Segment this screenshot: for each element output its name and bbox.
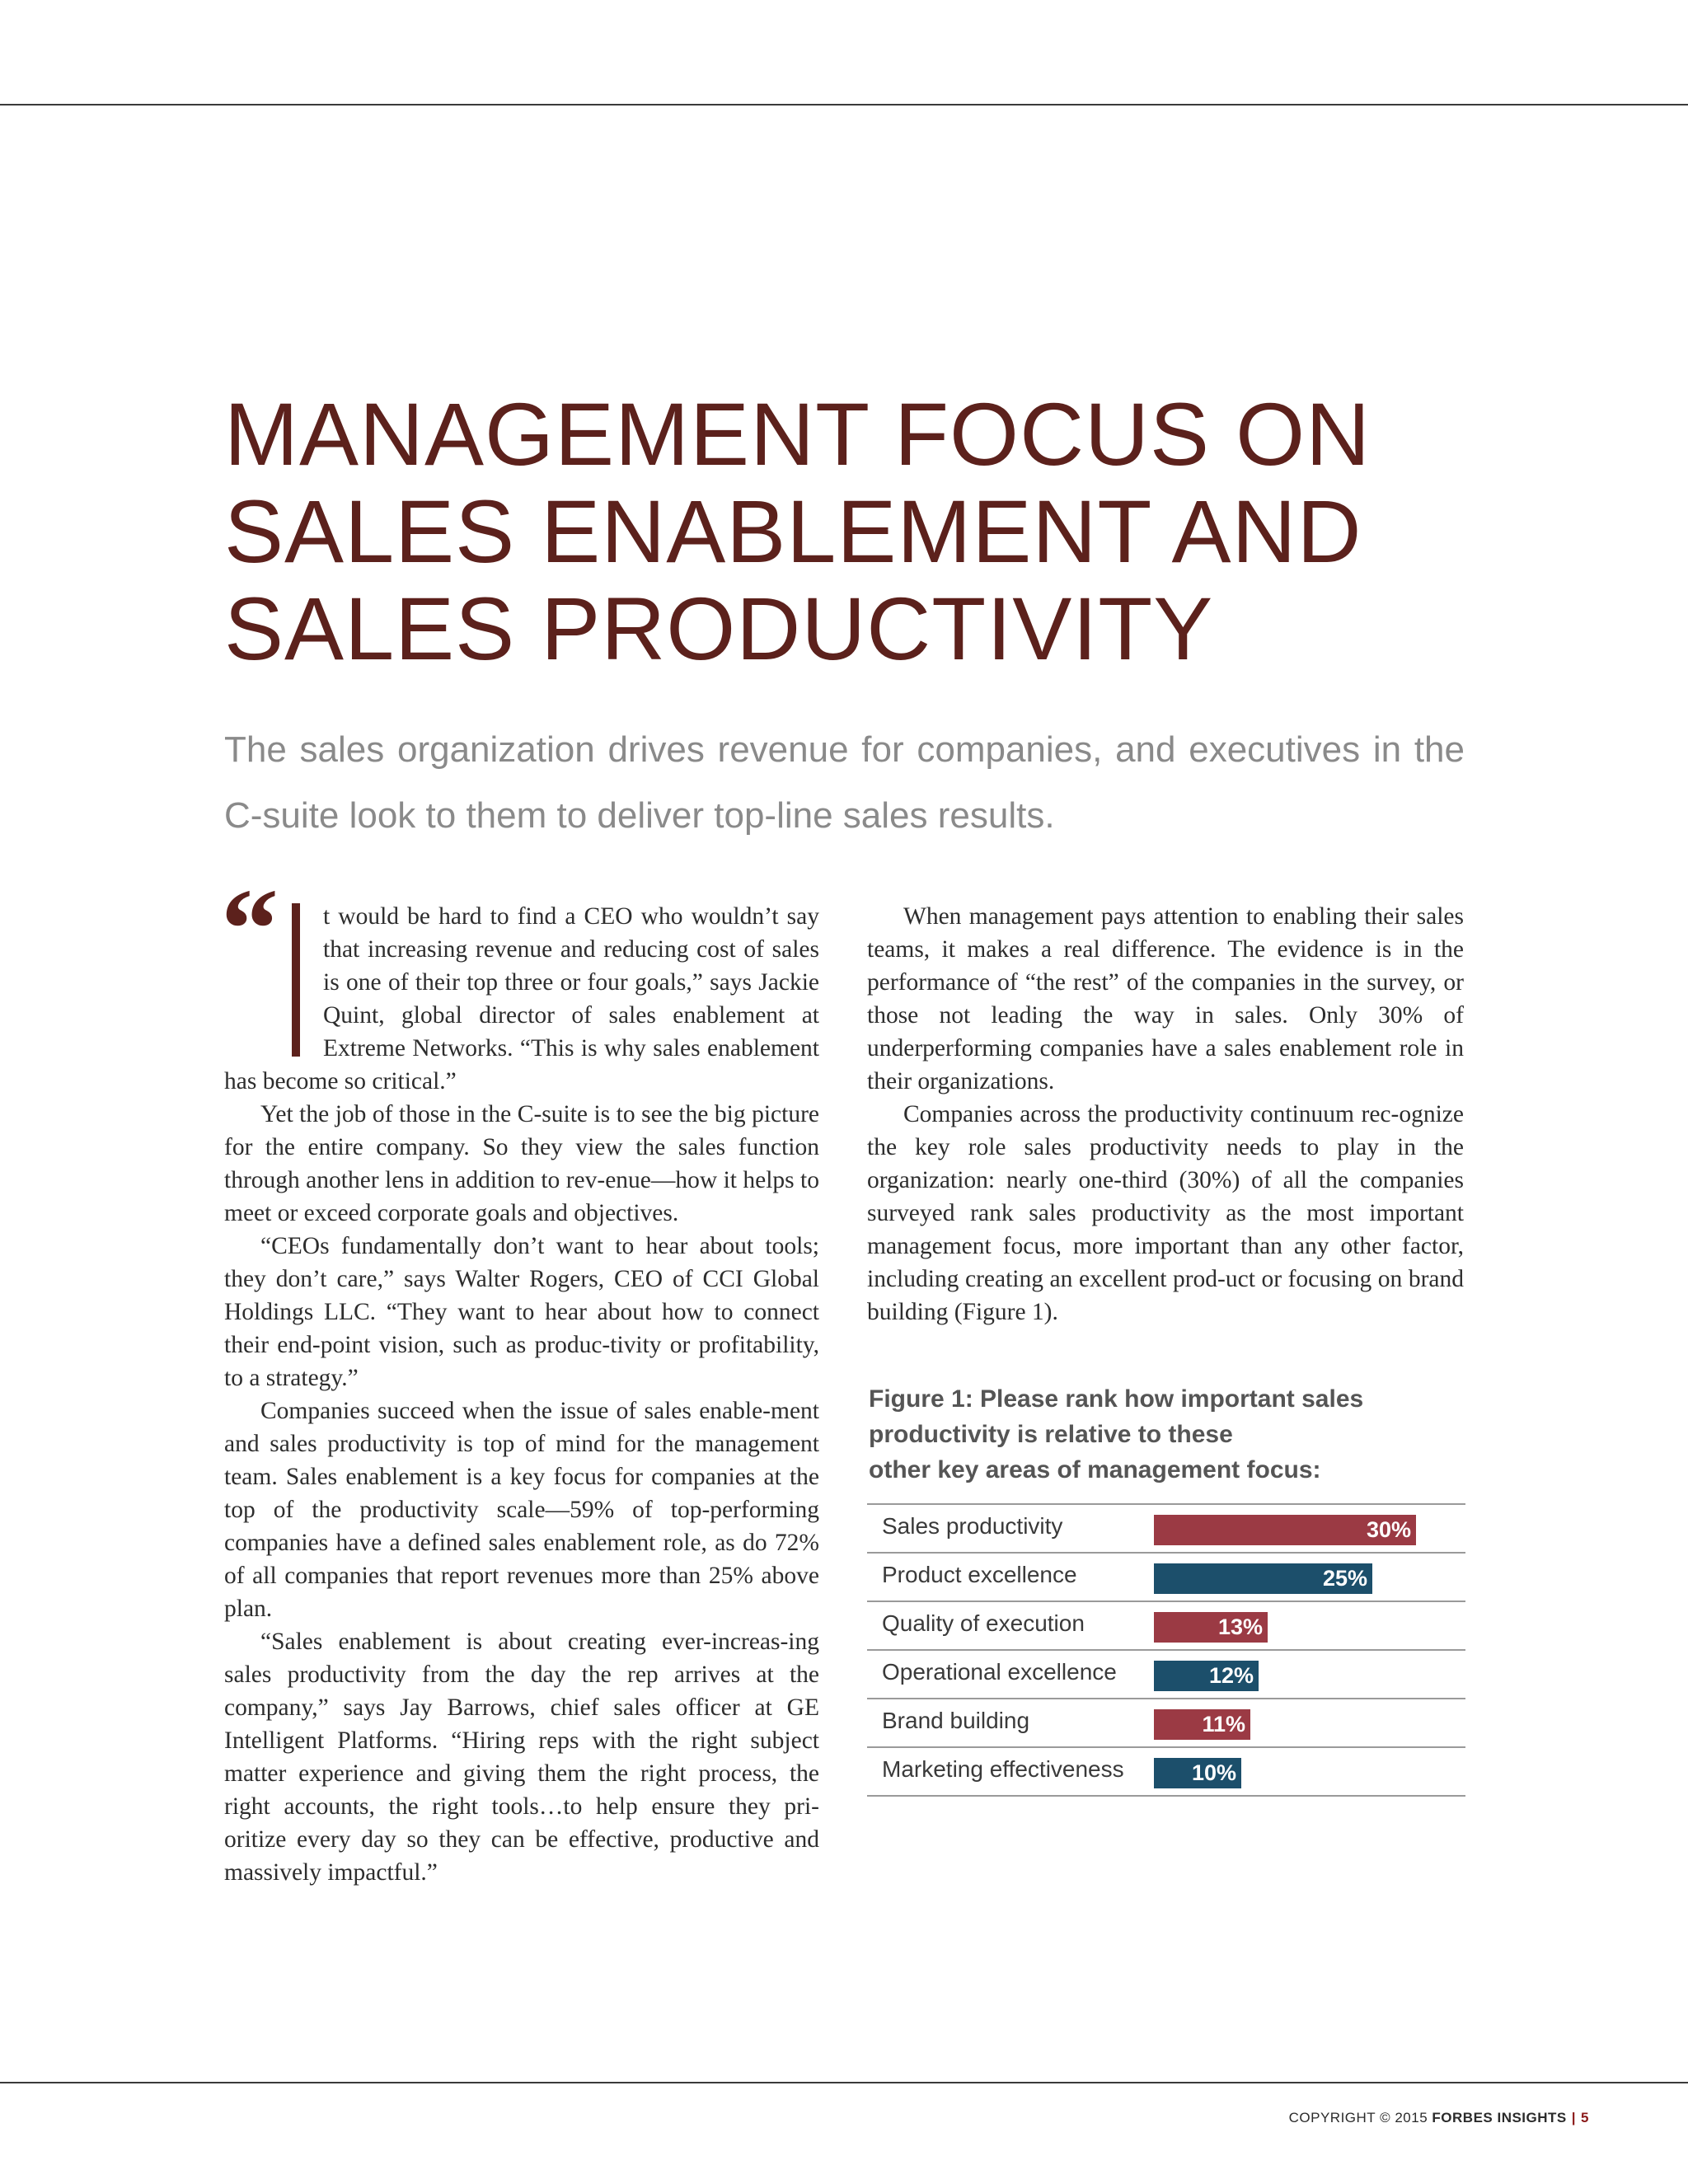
chart-row	[867, 1698, 1465, 1746]
bar-chart	[867, 1503, 1465, 1797]
bar-category-label: Quality of execution	[882, 1610, 1085, 1636]
title-line-1: MANAGEMENT FOCUS ON	[224, 384, 1372, 484]
bar-category-label: Brand building	[882, 1708, 1030, 1733]
paragraph: When management pays attention to enabling their sales teams, it makes a real difference. The evidence is in the performance of “the rest” of the companies in the survey, or those not leading the way in sales. Only 30% of underperforming companies have a sales enablement role in their organizations.	[867, 903, 1464, 1094]
chart-row	[867, 1746, 1465, 1797]
bar	[1154, 1612, 1268, 1643]
chart-row	[867, 1503, 1465, 1552]
right-column	[867, 900, 1464, 1329]
bar-value-label: 13%	[1217, 1615, 1263, 1639]
paragraph: t would be hard to find a CEO who wouldn’t say that increasing revenue and reducing cost of sales is one of their top three or four goals,” says Jackie Quint, global director of sales enablement at Extreme Networks. “This is why sales enablement has become so critical.”	[224, 903, 819, 1094]
footer-brand: FORBES INSIGHTS	[1432, 2110, 1567, 2125]
chart-row	[867, 1552, 1465, 1601]
paragraph: “Sales enablement is about creating ever-increas-ing sales productivity from the day the rep arrives at the company,” says Jay Barrows, chief sales officer at GE Intelligent Platforms. “Hiring reps with the right subject matter experience and giving them the right process, the right accounts, the right tools…to help ensure they pri-oritize every day so they can be effective, productive and massively impactful.”	[224, 1629, 819, 1886]
bar	[1154, 1515, 1416, 1545]
dropcap-letter-i	[292, 903, 300, 1057]
footer-copyright: COPYRIGHT © 2015	[1288, 2110, 1428, 2125]
bar-category-label: Sales productivity	[882, 1513, 1063, 1539]
bar	[1154, 1758, 1241, 1788]
bar-category-label: Marketing effectiveness	[882, 1756, 1124, 1782]
footer	[1289, 2110, 1589, 2126]
bar-value-label: 25%	[1322, 1566, 1367, 1591]
chart-row	[867, 1649, 1465, 1698]
bar-value-label: 12%	[1208, 1663, 1254, 1688]
dropcap-quote-mark: “	[221, 865, 279, 993]
figure-title-line-2: productivity is relative to these	[869, 1421, 1233, 1448]
bar-category-label: Product excellence	[882, 1562, 1077, 1587]
paragraph: Companies succeed when the issue of sales enable-ment and sales productivity is top of mind for the management team. Sales enablement is a key focus for companies at the top of the productivity scale—59% of top-performing companies have a defined sales enablement role, as do 72% of all companies that report revenues more than 25% above plan.	[224, 1398, 819, 1622]
title-line-3: SALES PRODUCTIVITY	[224, 579, 1214, 678]
bar	[1154, 1709, 1250, 1740]
paragraph: Yet the job of those in the C-suite is to see the big picture for the entire company. So they view the sales function through another lens in addition to rev-enue—how it helps to meet or exceed corporate goals and objectives.	[224, 1101, 819, 1226]
figure-title-line-3: other key areas of management focus:	[869, 1456, 1321, 1483]
dropcap	[221, 865, 320, 1060]
page-title	[224, 386, 1493, 677]
bar-category-label: Operational excellence	[882, 1659, 1117, 1685]
bar	[1154, 1563, 1372, 1594]
footer-separator: |	[1571, 2110, 1577, 2125]
paragraph: Companies across the productivity continuum rec-ognize the key role sales productivity needs to play in the organization: nearly one-third (30%) of all the companies surveyed rank sales productivity as the most important management focus, more important than any other factor, including creating an excellent prod-uct or focusing on brand building (Figure 1).	[867, 1101, 1464, 1325]
bar-value-label: 30%	[1366, 1517, 1411, 1542]
chart-row	[867, 1601, 1465, 1649]
paragraph: “CEOs fundamentally don’t want to hear about tools; they don’t care,” says Walter Rogers, CEO of CCI Global Holdings LLC. “They want to hear about how to connect their end-point vision, such as produc-tivity or profitability, to a strategy.”	[224, 1233, 819, 1391]
figure-title-line-1: Figure 1: Please rank how important sales	[869, 1385, 1364, 1413]
bottom-rule	[0, 2082, 1688, 2083]
subtitle: The sales organization drives revenue for companies, and executives in the C-suite look to them to deliver top-line sales results.	[224, 729, 1465, 836]
page-number: 5	[1581, 2110, 1589, 2125]
left-column	[221, 865, 819, 1889]
top-rule	[0, 104, 1688, 105]
bar-value-label: 11%	[1202, 1712, 1245, 1736]
title-line-2: SALES ENABLEMENT AND	[224, 481, 1362, 581]
bar-value-label: 10%	[1191, 1760, 1236, 1785]
bar	[1154, 1661, 1259, 1691]
figure-title	[869, 1381, 1462, 1488]
